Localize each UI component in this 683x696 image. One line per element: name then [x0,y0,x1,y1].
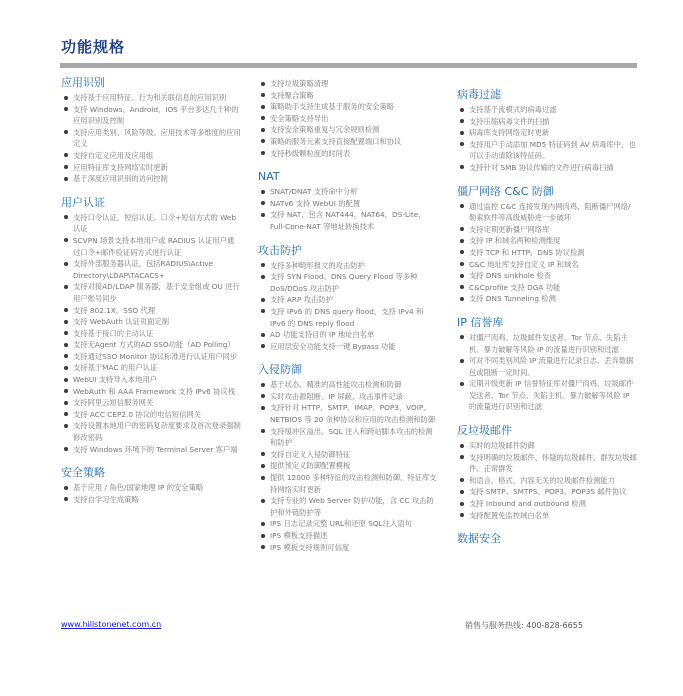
list-item-text: 对僵尸肉鸡、垃圾邮件发送者、Tor 节点、失陷主机、暴力破解等风险 IP 的流量进行识别和过滤 [469,332,628,354]
list-item [61,409,241,421]
list-item-text: 支持秒级颗粒度的时间表 [270,148,351,158]
list-item-text: 支持配置免监控域白名单 [469,510,550,520]
section-heading: NAT [258,170,280,184]
list-item-text: SNAT/DNAT 支持命中分析 [270,187,358,197]
list-item-text: IPS 日志记录完整 URL和还原 SQL注入语句 [270,519,412,529]
list-item-text: 支持 DNS sinkhole 检查 [469,271,552,281]
bullet-icon [261,522,265,526]
bullet-icon [261,151,265,155]
list-item [258,78,438,90]
list-item-text: 支持通过SSO Monitor 协议标准进行认证用户同步 [73,351,238,361]
list-item [258,402,438,425]
bullet-icon [460,119,464,123]
bullet-icon [64,165,68,169]
list-item [61,173,241,185]
list-item [258,209,438,232]
bullet-icon [261,116,265,120]
list-item-text: 支持阿里云短信服务网关 [73,398,154,408]
list-item-text: 支持基于MAC 的用户认证 [73,363,158,373]
feature-list [457,332,637,413]
list-item [457,332,637,355]
bullet-icon [261,105,265,109]
list-item [258,90,438,102]
list-item [457,247,637,259]
list-item-text: 支持基于接口的主动认证 [73,328,154,338]
list-item-text: 支持 Inbound and outbound 检测 [469,499,586,509]
list-item [258,530,438,542]
bullet-icon [460,227,464,231]
list-item-text: 支持 DNS Tunneling 检测 [469,294,556,304]
bullet-icon [64,354,68,358]
bullet-icon [261,275,265,279]
list-item-text: 应用特征库支持网络实时更新 [73,162,168,172]
bullet-icon [460,204,464,208]
bullet-icon [64,412,68,416]
section-heading: 反垃圾邮件 [457,424,512,438]
feature-section [258,363,438,553]
section-heading: 数据安全 [457,532,501,546]
feature-section [457,424,637,521]
list-item [61,305,241,317]
section-heading: 僵尸网络 C&C 防御 [457,184,554,198]
list-item [61,328,241,340]
list-item [457,282,637,294]
section-heading: 应用识别 [61,76,105,89]
list-item-text: 支持外部服务器认证，包括RADIUS\Active Directory\LDAP\TACACS+ [73,259,214,280]
bullet-icon [460,131,464,135]
list-item [258,186,438,198]
bullet-icon [64,497,68,501]
list-item-text: 支持明确的垃圾邮件、怀疑的垃圾邮件、群发垃圾邮件、正常群发 [469,452,637,474]
bullet-icon [64,262,68,266]
list-item-text: 支持多种畸形报文的攻击防护 [270,260,365,270]
list-item [457,378,637,413]
list-item-text: 病毒库支持网络定时更新 [469,128,550,138]
bullet-icon [460,444,464,448]
bullet-icon [64,285,68,289]
feature-list [61,482,241,505]
list-item [61,127,241,150]
bullet-icon [261,476,265,480]
bullet-icon [460,250,464,254]
list-item-text: AD 功能支持目的 IP 地址白名单 [270,330,375,340]
list-item-text: 支持自定义入侵防御特征 [270,449,351,459]
list-item-text: 和语言、格式、内容无关的垃圾邮件检测能力 [469,475,615,485]
bullet-icon [460,382,464,386]
bullet-icon [261,82,265,86]
list-item-text: 实时的垃圾邮件防御 [469,441,535,451]
bullet-icon [460,239,464,243]
feature-section [457,88,637,174]
list-item [61,212,241,235]
list-item-text: 支持安全策略重复与冗余规则检测 [270,125,380,135]
bullet-icon [261,298,265,302]
list-item [457,270,637,282]
feature-section [61,196,241,455]
list-item [61,494,241,506]
feature-section [457,316,637,413]
list-item-text: 支持口令认证、短信认证、口令+短信方式的 Web 认证 [73,212,236,234]
bullet-icon [64,177,68,181]
list-item-text: 支持缓冲区溢出、SQL 注入和跨站脚本攻击的检测和防护 [270,426,433,448]
list-item [457,201,637,224]
list-item [61,150,241,162]
list-item-text: 支持应用类别、风险等级、应用技术等多维度的应用定义 [73,127,241,149]
feature-section [61,76,241,185]
bullet-icon [261,394,265,398]
list-item-text: 支持用户手动添加 MD5 特征码到 AV 病毒库中，也可以手动清除该特征码。 [469,139,636,161]
list-item-text: 支持无Agent 方式的AD SSO功能（AD Polling） [73,340,235,350]
list-item [457,104,637,116]
list-item-text: 支持基于流模式的病毒过滤 [469,105,557,114]
bullet-icon [261,139,265,143]
feature-list [258,260,438,353]
feature-list [61,212,241,455]
bullet-icon [460,274,464,278]
list-item-text: WebUI 支持导入本地用户 [73,375,158,385]
list-item-text: 基于深度应用识别的访问控制 [73,174,168,184]
bullet-icon [460,262,464,266]
bullet-icon [261,93,265,97]
bullet-icon [261,545,265,549]
bullet-icon [261,128,265,132]
feature-list [457,440,637,521]
list-item-text: 定期升级更新 IP 信誉特征库对僵尸肉鸡、垃圾邮件发送者、Tor 节点、失陷主机、暴力破解等风险 IP 的流量进行识别和过滤 [469,379,634,412]
list-item-text: 支持自定义应用及应用组 [73,150,154,160]
list-item [457,127,637,139]
bullet-icon [64,447,68,451]
list-item-text: 支持 IP 和域名两种检测维度 [469,236,561,246]
list-item [61,362,241,374]
list-item [61,235,241,258]
list-item-text: 支持 802.1X、SSO 代理 [73,305,156,315]
section-heading: 安全策略 [61,466,105,480]
bullet-icon [460,478,464,482]
list-item [61,397,241,409]
bullet-icon [261,499,265,503]
feature-list [457,104,637,174]
bullet-icon [64,130,68,134]
feature-section [258,244,438,353]
bullet-icon [460,165,464,169]
list-item-text: 支持专业的 Web Server 防护功能，含 CC 攻击防护和外链防护等 [270,496,434,517]
list-item [457,452,637,475]
bullet-icon [261,406,265,410]
bullet-icon [64,389,68,393]
list-item [258,148,438,160]
list-item-text: 支持 NAT，包含 NAT444，NAT64，DS-Lite，Full-Cone-NAT 等地址转换技术 [270,210,426,231]
list-item-text: 支持聚合策略 [270,90,314,100]
list-item-text: 策略的服务元素支持直接配置端口和协议 [270,136,402,146]
feature-list [61,92,241,185]
feature-section [457,532,637,546]
list-item [61,92,241,104]
list-item [258,306,438,329]
list-item [258,198,438,210]
list-item [61,351,241,363]
feature-section [258,170,438,232]
list-item-text: 基于应用 / 角色/国家地理 IP 的安全策略 [73,483,204,493]
bullet-icon [261,534,265,538]
list-item [258,391,438,403]
feature-section [258,78,438,159]
bullet-icon [261,201,265,205]
list-item-text: 支持 Windows 环境下的 Terminal Server 客户端 [73,444,238,454]
bullet-icon [460,285,464,289]
list-item-text: 支持自学习生成策略 [73,494,139,504]
bullet-icon [64,153,68,157]
list-item-text: 支持针对 SMB 协议传输的文件进行病毒扫描 [469,162,614,172]
bullet-icon [261,452,265,456]
list-item [61,316,241,328]
feature-list [258,186,438,232]
bullet-icon [64,486,68,490]
list-item-text: IPS 模板支持描述 [270,531,328,540]
bullet-icon [261,263,265,267]
list-item [457,116,637,128]
list-item-text: 支持针对 HTTP、SMTP、IMAP、POP3、VOIP、NETBIOS 等 20 余种协议和应用的攻击检测和防御 [270,403,436,425]
bullet-icon [261,190,265,194]
list-item-text: 提供 12000 多种特征的攻击检测和防御，特征库支持网络实时更新 [270,473,437,494]
bullet-icon [64,401,68,405]
feature-list [258,379,438,553]
list-item-text: WebAuth 和 AAA Framework 支持 IPv6 协议栈 [73,386,235,396]
list-item [258,136,438,148]
list-item-text: 支持 ARP 攻击防护 [270,295,333,305]
list-item-text: NATv6 支持 WebUI 的配置 [270,198,361,208]
bullet-icon [261,309,265,313]
list-item [457,162,637,174]
bullet-icon [64,331,68,335]
list-item [258,260,438,272]
bullet-icon [460,359,464,363]
list-item [457,355,637,378]
bullet-icon [64,424,68,428]
bullet-icon [460,490,464,494]
list-item [258,294,438,306]
bullet-icon [64,96,68,100]
list-item [258,379,438,391]
list-item-text: 支持 TCP 和 HTTP、DNS 协议检测 [469,247,585,257]
list-item-text: SCVPN 场景支持本地用户或 RADIUS 认证用户通过口令+邮件验证码方式进行认证 [73,235,235,257]
list-item-text: 支持 WebAuth 认证页面定制 [73,317,170,327]
list-item [61,258,241,281]
page-title: 功能规格 [61,38,126,56]
bullet-icon [64,308,68,312]
list-item [258,101,438,113]
bullet-icon [261,333,265,337]
list-item-text: 支持设置本地用户的密码复杂度要求及首次登录强制修改密码 [73,421,241,443]
sales-hotline: 销售与服务热线: 400-828-6655 [465,621,583,630]
column-right [457,88,637,557]
bullet-icon [460,502,464,506]
list-item-text: 基于状态、精准的高性能攻击检测和防御 [270,380,402,390]
list-item [61,374,241,386]
feature-list [258,78,438,159]
list-item [258,495,438,518]
feature-section [457,185,637,305]
bullet-icon [460,142,464,146]
list-item [457,224,637,236]
list-item-text: 安全策略支持导出 [270,113,329,123]
list-item-text: 支持 IPv6 的 DNS query flood，支持 IPv4 和 IPv6 的 DNS reply flood [270,306,424,328]
bullet-icon [64,238,68,242]
bullet-icon [460,108,464,112]
list-item [61,386,241,398]
list-item [457,475,637,487]
list-item [457,498,637,510]
list-item-text: C&Cprofile 支持 DGA 功能 [469,282,561,292]
list-item [258,124,438,136]
list-item-text: 支持 Windows、Android、IOS 平台多达几千种的应用识别及控制 [73,104,239,126]
list-item [258,449,438,461]
list-item-text: C&C 地址库支持自定义 IP 和域名 [469,259,579,269]
list-item [61,162,241,174]
bullet-icon [64,343,68,347]
column-middle [258,78,438,564]
list-item [61,444,241,456]
list-item [258,329,438,341]
list-item-text: IPS 模板支持规则可信度 [270,542,350,552]
list-item-text: 支持 SMTP、SMTPS、POP3、POP3S 邮件协议 [469,487,627,497]
list-item-text: 支持压缩病毒文件的扫描 [469,116,550,126]
list-item-text: 支持垃圾策略清理 [270,79,329,88]
list-item-text: 支持对接AD/LDAP 服务器，基于安全组或 OU 进行用户账号同步 [73,282,240,303]
bullet-icon [261,213,265,217]
list-item-text: 策略助手支持生成基于服务的安全策略 [270,102,395,112]
website-link[interactable]: www.hillstonenet.com.cn [61,620,162,629]
bullet-icon [460,335,464,339]
list-item [457,293,637,305]
section-heading: 入侵防御 [258,363,302,377]
list-item [258,542,438,554]
bullet-icon [64,320,68,324]
column-left [61,76,241,516]
bullet-icon [261,429,265,433]
section-heading: 病毒过滤 [457,88,501,101]
bullet-icon [460,297,464,301]
list-item-text: 提供预定义防御配置模板 [270,461,351,471]
list-item [258,113,438,125]
bullet-icon [64,107,68,111]
list-item [61,339,241,351]
bullet-icon [460,513,464,517]
list-item [258,472,438,495]
list-item-text: 支持基于应用特征、行为和关联信息的应用识别 [73,93,227,102]
bullet-icon [460,455,464,459]
list-item [457,440,637,452]
list-item [258,426,438,449]
list-item [457,259,637,271]
feature-list [457,201,637,305]
list-item [258,460,438,472]
list-item [61,104,241,127]
bullet-icon [261,383,265,387]
list-item-text: 可对不同类别风险 IP 流量进行记录日志、丢弃数据包或阻断一定时间。 [469,356,634,377]
list-item [258,341,438,353]
list-item [258,518,438,530]
list-item [61,281,241,304]
feature-section [61,466,241,505]
list-item-text: 通过监控 C&C 连接发现内网肉鸡，阻断僵尸网络/勒索软件等高级威胁进一步破坏 [469,201,631,223]
bullet-icon [261,344,265,348]
bullet-icon [64,378,68,382]
list-item-text: 实时攻击源阻断、IP 屏蔽、攻击事件记录 [270,391,403,401]
bullet-icon [64,366,68,370]
list-item [457,139,637,162]
section-heading: 用户认证 [61,195,105,209]
list-item [61,420,241,443]
section-heading: IP 信誉库 [457,315,504,329]
list-item [61,482,241,494]
list-item-text: 应用层安全功能支持一键 Bypass 功能 [270,341,396,351]
title-divider [60,63,637,68]
section-heading: 攻击防护 [258,243,302,257]
list-item-text: 支持定期更新僵尸网络库 [469,224,550,234]
list-item-text: 支持 SYN Flood、DNS Query Flood 等多种 DoS/DDoS 攻击防护 [270,272,418,293]
list-item [457,510,637,522]
list-item-text: 支持 ACC CEP2.0 协议的电信短信网关 [73,409,201,419]
bullet-icon [261,464,265,468]
list-item [258,271,438,294]
list-item [457,486,637,498]
list-item [457,235,637,247]
bullet-icon [64,215,68,219]
